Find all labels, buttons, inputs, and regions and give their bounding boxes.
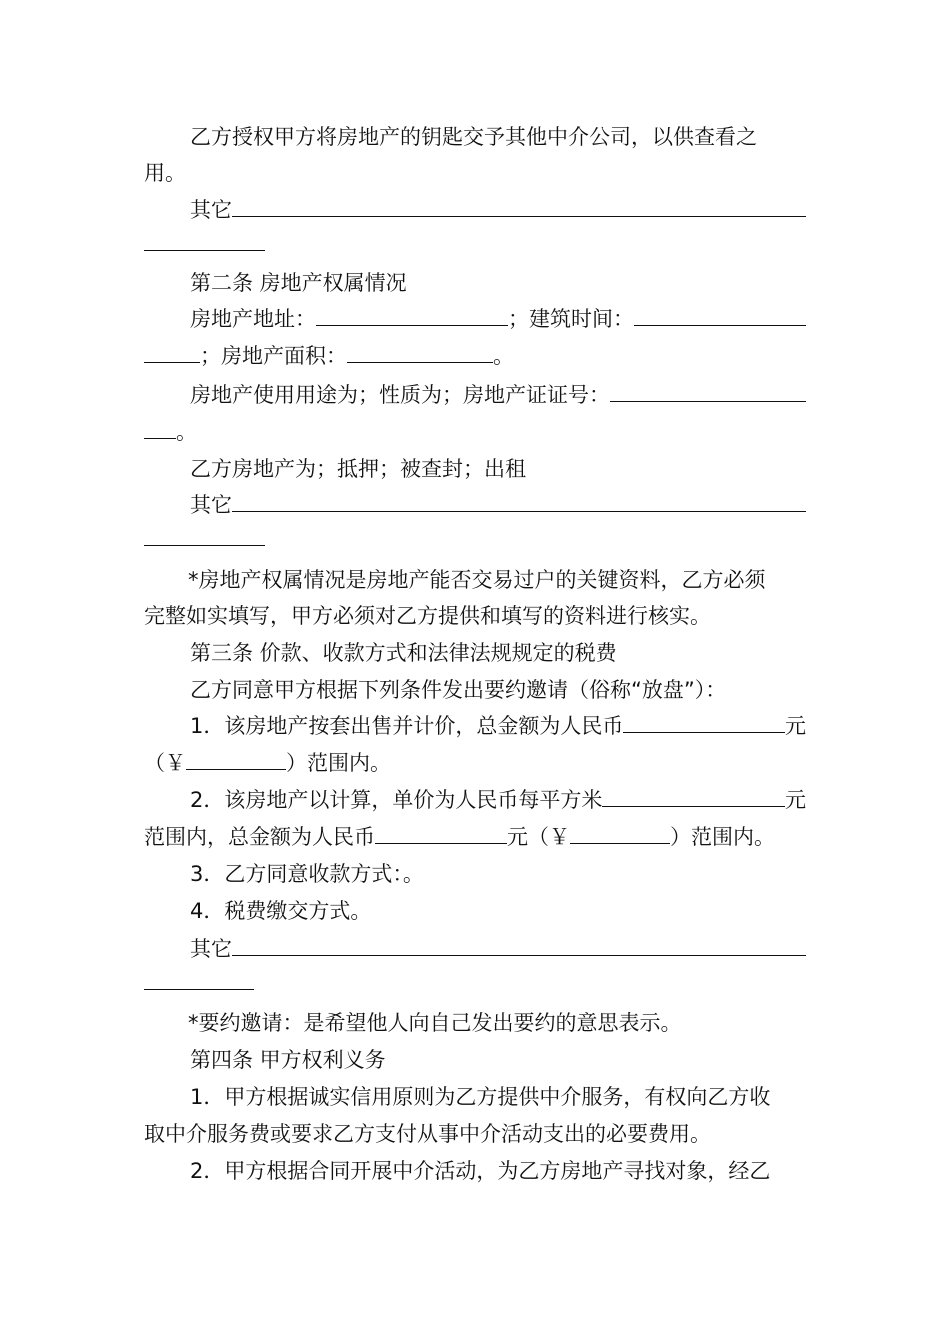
party-a-item-2: 2．甲方根据合同开展中介活动，为乙方房地产寻找对象，经乙 [190, 1159, 771, 1183]
article-2-heading: 第二条 房地产权属情况 [190, 271, 407, 295]
certificate-blank[interactable] [610, 379, 806, 402]
party-a-item-1: 1．甲方根据诚实信用原则为乙方提供中介服务，有权向乙方收 [190, 1085, 771, 1109]
article-3-heading: 第三条 价款、收款方式和法律法规规定的税费 [190, 641, 617, 665]
other-field-3[interactable] [190, 931, 806, 967]
blank-line[interactable] [144, 967, 254, 990]
period: 。 [493, 344, 514, 368]
total-label: 范围内，总金额为人民币 [144, 825, 375, 849]
certificate-blank-cont[interactable] [144, 416, 176, 439]
yen-open: （￥ [144, 751, 186, 775]
range-label: ）范围内。 [670, 825, 775, 849]
yuan-label: 元 [785, 714, 806, 738]
blank-line[interactable] [144, 523, 265, 546]
use-row[interactable] [190, 377, 806, 413]
address-label: 房地产地址： [190, 307, 316, 331]
other-field-2[interactable] [190, 487, 806, 523]
address-row[interactable] [190, 301, 806, 337]
blank-line[interactable] [232, 933, 806, 956]
area-blank[interactable] [347, 340, 493, 363]
use-row-cont[interactable] [144, 414, 806, 450]
price-item-1[interactable] [190, 708, 806, 744]
build-time-blank[interactable] [634, 303, 806, 326]
price-item-1-cont[interactable] [144, 745, 806, 781]
total-amount-blank[interactable] [623, 710, 785, 733]
yuan-label: 元 [785, 788, 806, 812]
blank-line[interactable] [232, 194, 806, 217]
yen-open: 元（￥ [507, 825, 570, 849]
other-label-1: 其它 [190, 198, 232, 222]
price-item-3: 3．乙方同意收款方式：。 [190, 862, 424, 886]
other-field-1[interactable] [190, 192, 806, 228]
blank-line[interactable] [144, 228, 265, 251]
other-field-2-cont[interactable] [144, 523, 806, 559]
address-blank[interactable] [316, 303, 508, 326]
unit-price-blank[interactable] [602, 784, 785, 807]
total-amount-blank[interactable] [375, 821, 507, 844]
note-ownership: *房地产权属情况是房地产能否交易过户的关键资料，乙方必须 [188, 568, 766, 592]
offer-invitation-intro: 乙方同意甲方根据下列条件发出要约邀请（俗称“放盘”）： [190, 678, 727, 702]
price-item-2-label: 2．该房地产以计算，单价为人民币每平方米 [190, 788, 603, 812]
blank-line[interactable] [232, 489, 806, 512]
yen-amount-blank[interactable] [186, 747, 286, 770]
paragraph-key-authorization-cont: 用。 [144, 161, 186, 185]
period: 。 [176, 420, 197, 444]
property-status: 乙方房地产为；抵押；被查封；出租 [190, 457, 526, 481]
area-row[interactable] [144, 338, 806, 374]
range-label: ）范围内。 [286, 751, 391, 775]
yen-amount-blank[interactable] [570, 821, 670, 844]
other-label-3: 其它 [190, 937, 232, 961]
price-item-2-cont[interactable] [144, 819, 806, 855]
price-item-1-label: 1．该房地产按套出售并计价，总金额为人民币 [190, 714, 624, 738]
other-field-3-cont[interactable] [144, 967, 806, 1003]
other-field-1-cont[interactable] [144, 228, 806, 264]
note-offer-invitation: *要约邀请：是希望他人向自己发出要约的意思表示。 [188, 1011, 682, 1035]
note-ownership-cont: 完整如实填写，甲方必须对乙方提供和填写的资料进行核实。 [144, 604, 711, 628]
price-item-4: 4．税费缴交方式。 [190, 899, 372, 923]
use-label: 房地产使用用途为；性质为；房地产证证号： [190, 383, 610, 407]
article-4-heading: 第四条 甲方权利义务 [190, 1048, 386, 1072]
build-time-blank-cont[interactable] [144, 340, 200, 363]
party-a-item-1-cont: 取中介服务费或要求乙方支付从事中介活动支出的必要费用。 [144, 1122, 711, 1146]
paragraph-key-authorization: 乙方授权甲方将房地产的钥匙交予其他中介公司，以供查看之 [190, 125, 757, 149]
other-label-2: 其它 [190, 493, 232, 517]
price-item-2[interactable] [190, 782, 806, 818]
build-time-label: ；建筑时间： [508, 307, 634, 331]
area-label: ；房地产面积： [200, 344, 347, 368]
